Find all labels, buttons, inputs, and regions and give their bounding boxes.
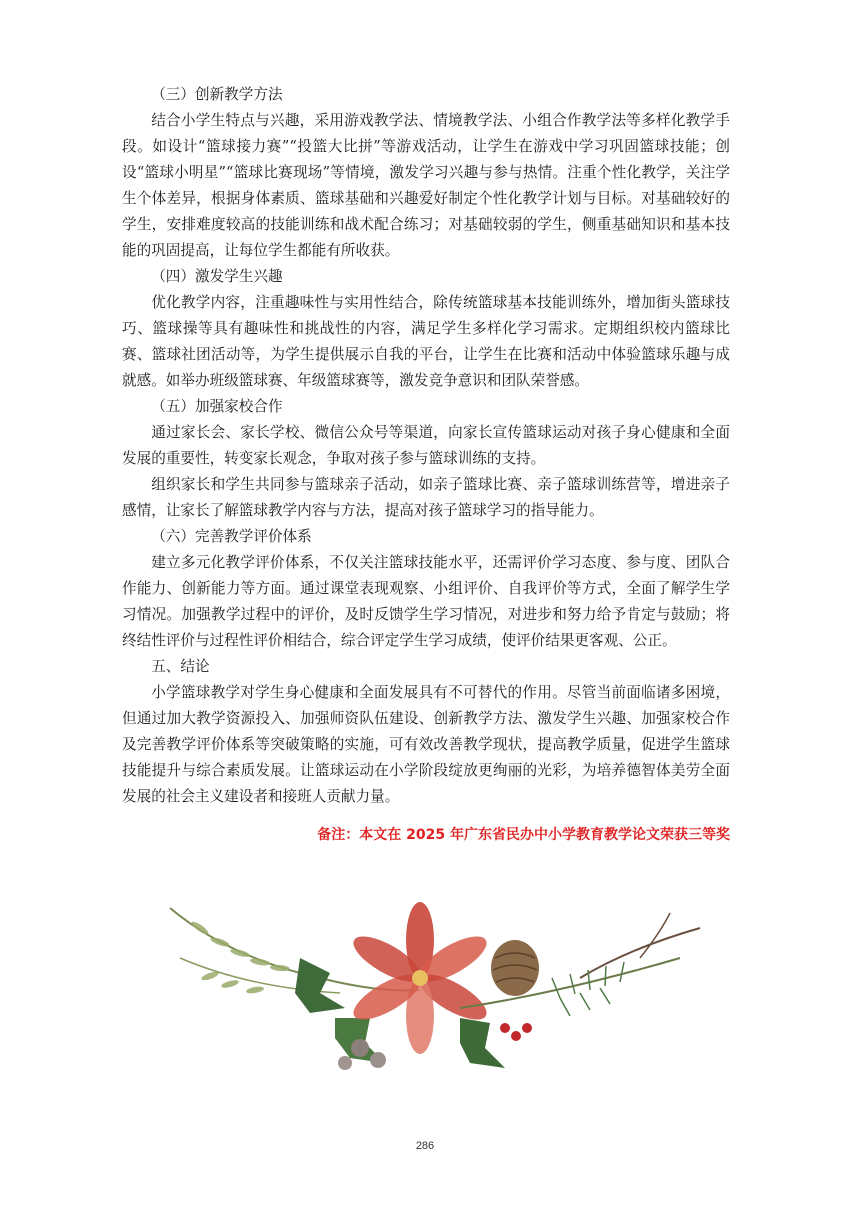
floral-garland-illustration xyxy=(160,898,720,1088)
section-heading: （五）加强家校合作 xyxy=(151,398,283,415)
paragraph: 结合小学生特点与兴趣，采用游戏教学法、情境教学法、小组合作教学法等多样化教学手段。如设计“篮球接力赛”“投篮大比拼”等游戏活动，让学生在游戏中学习巩固篮球技能；创设“篮球小明星”“篮球比赛现场”等情境，激发学习兴趣与参与热情。注重个性化教学，关注学生个体差异，根据身体素质、篮球基础和兴趣爱好制定个性化教学计划与目标。对基础较好的学生，安排难度较高的技能训练和战术配合练习；对基础较弱的学生，侧重基础知识和基本技能的巩固提高，让每位学生都能有所收获。 xyxy=(122,112,730,259)
paragraph: 小学篮球教学对学生身心健康和全面发展具有不可替代的作用。尽管当前面临诸多困境，但通过加大教学资源投入、加强师资队伍建设、创新教学方法、激发学生兴趣、加强家校合作及完善教学评价体系等突破策略的实施，可有效改善教学现状，提高教学质量，促进学生篮球技能提升与综合素质发展。让篮球运动在小学阶段绽放更绚丽的光彩，为培养德智体美劳全面发展的社会主义建设者和接班人贡献力量。 xyxy=(122,684,730,805)
paragraph: 优化教学内容，注重趣味性与实用性结合，除传统篮球基本技能训练外，增加街头篮球技巧、篮球操等具有趣味性和挑战性的内容，满足学生多样化学习需求。定期组织校内篮球比赛、篮球社团活动等，为学生提供展示自我的平台，让学生在比赛和活动中体验篮球乐趣与成就感。如举办班级篮球赛、年级篮球赛等，激发竞争意识和团队荣誉感。 xyxy=(122,294,730,389)
article-body xyxy=(122,82,730,810)
paragraph: 通过家长会、家长学校、微信公众号等渠道，向家长宣传篮球运动对孩子身心健康和全面发展的重要性，转变家长观念，争取对孩子参与篮球训练的支持。 xyxy=(122,424,730,467)
page-number: 286 xyxy=(415,1140,435,1152)
paragraph: 建立多元化教学评价体系，不仅关注篮球技能水平，还需评价学习态度、参与度、团队合作能力、创新能力等方面。通过课堂表现观察、小组评价、自我评价等方式，全面了解学生学习情况。加强教学过程中的评价，及时反馈学生学习情况，对进步和努力给予肯定与鼓励；将终结性评价与过程性评价相结合，综合评定学生学习成绩，使评价结果更客观、公正。 xyxy=(122,554,730,649)
section-heading: （四）激发学生兴趣 xyxy=(151,268,283,285)
award-note: 备注：本文在 2025 年广东省民办中小学教育教学论文荣获三等奖 xyxy=(317,827,730,843)
section-heading: 五、结论 xyxy=(151,658,210,675)
paragraph: 组织家长和学生共同参与篮球亲子活动，如亲子篮球比赛、亲子篮球训练营等，增进亲子感情，让家长了解篮球教学内容与方法，提高对孩子篮球学习的指导能力。 xyxy=(122,476,730,519)
section-heading: （六）完善教学评价体系 xyxy=(151,528,312,545)
section-heading: （三）创新教学方法 xyxy=(151,86,283,103)
